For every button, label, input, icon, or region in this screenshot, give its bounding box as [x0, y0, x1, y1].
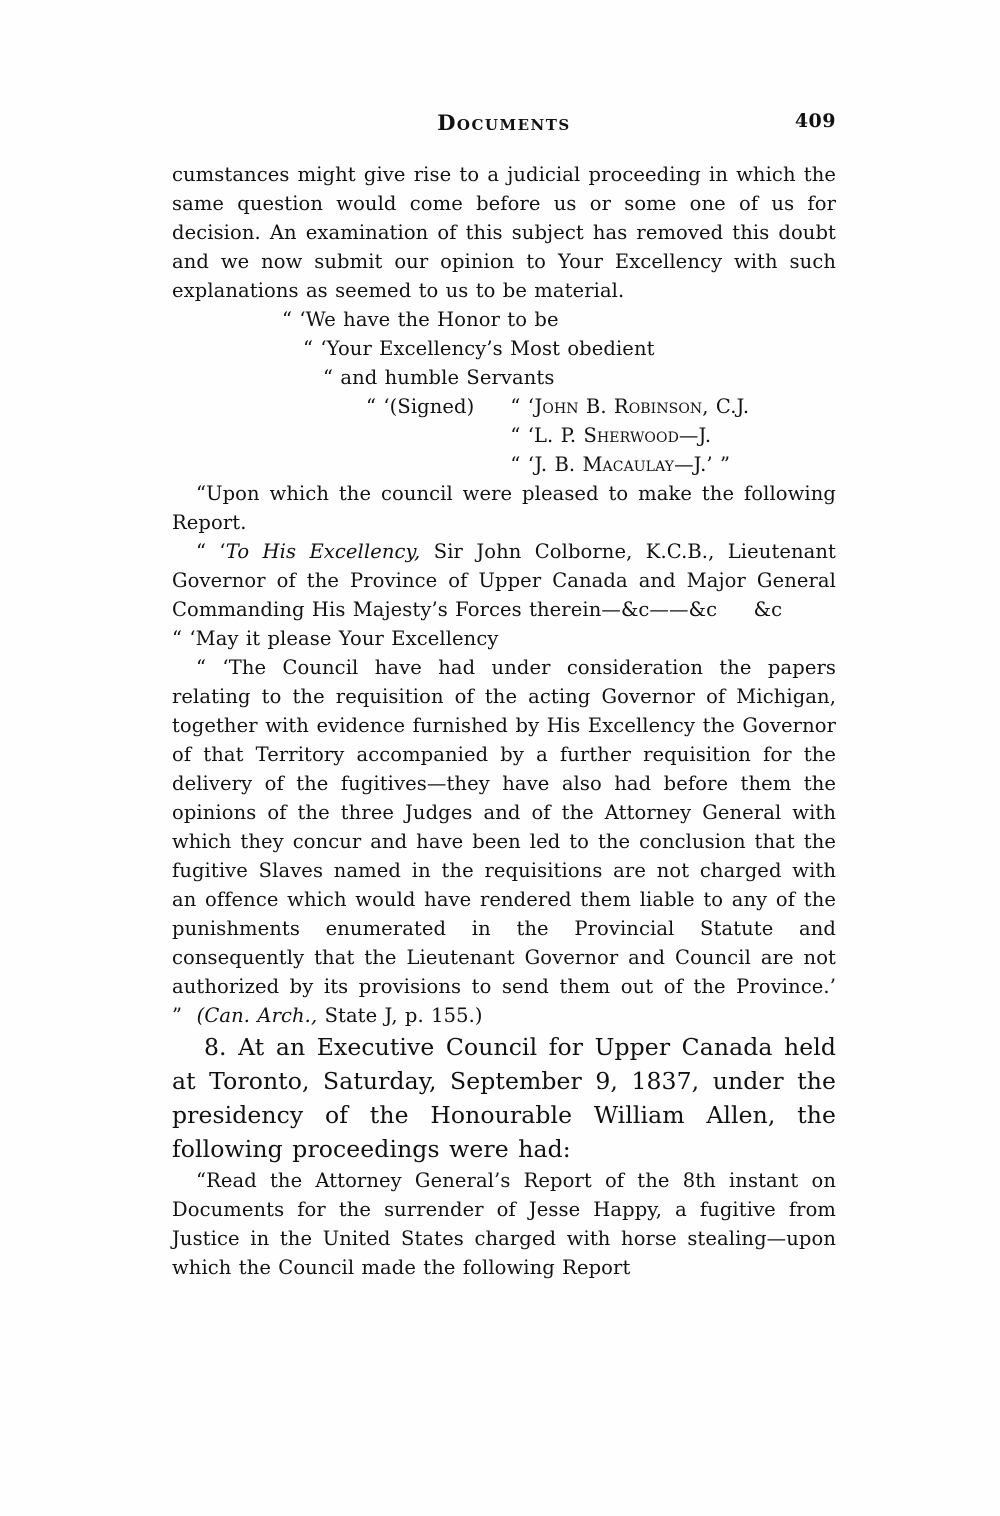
signatory-macaulay: “ ‘J. B. Macaulay—J.’ ” — [510, 453, 731, 476]
address-rest: Sir John Colborne, K.C.B., Lieutenant Governor of the Province of Upper Canada and Major General Commanding His Majesty’s Forces therein—&c——&c &c — [172, 540, 836, 621]
citation-italic: (Can. Arch., — [196, 1004, 318, 1027]
page-number: 409 — [794, 110, 836, 132]
paragraph-section-8: 8. At an Executive Council for Upper Canada held at Toronto, Saturday, September 9, 1837, under the presidency of the Honourable William Allen, the following proceedings were had: — [172, 1033, 836, 1163]
text-column — [172, 160, 836, 1282]
address-prefix: “ ‘ — [196, 540, 226, 563]
running-header-title: Documents — [437, 110, 571, 135]
paragraph-read-report: “Read the Attorney General’s Report of the 8th instant on Documents for the surrender of Jesse Happy, a fugitive from Justice in the United States charged with horse stealing—upon which the Council made the following Report — [172, 1169, 836, 1279]
signature-line-servants: “ and humble Servants — [323, 366, 555, 389]
signatory-sherwood: “ ‘L. P. Sherwood—J. — [510, 424, 712, 447]
signature-line-honor: “ ‘We have the Honor to be — [282, 308, 559, 331]
council-report-text: “ ‘The Council have had under consideration the papers relating to the requisition of the acting Governor of Michigan, together with evidence furnished by His Excellency the Governor of that Territory accompanied by a further requisition for the delivery of the fugitives—they have also had before them the opinions of the three Judges and of the Attorney General with which they concur and have been led to the conclusion that the fugitive Slaves named in the requisitions are not charged with an offence which would have rendered them liable to any of the punishments enumerated in the Provincial Statute and consequently that the Lieutenant Governor and Council are not authorized by its provisions to send them out of the Province.’ ” — [172, 656, 836, 1027]
paragraph-salutation: “ ‘May it please Your Excellency — [172, 627, 499, 650]
signatory-names — [510, 392, 749, 479]
address-italic: To His Excellency, — [225, 540, 421, 563]
paragraph-address — [172, 537, 836, 624]
paragraph-continuation: cumstances might give rise to a judicial proceeding in which the same question would come before us or some one of us for decision. An examination of this subject has removed this doubt and we now submit our opinion to Your Excellency with such explanations as seemed to us to be material. — [172, 163, 836, 302]
running-header — [172, 110, 836, 140]
paragraph-council-report — [172, 653, 836, 1030]
signed-row — [366, 392, 836, 479]
citation-rest: State J, p. 155.) — [317, 1004, 483, 1027]
paragraph-upon-which: “Upon which the council were pleased to make the following Report. — [172, 482, 836, 534]
signatory-robinson: “ ‘John B. Robinson, C.J. — [510, 395, 750, 418]
signature-block — [172, 305, 836, 479]
signed-label: “ ‘(Signed) — [366, 395, 475, 418]
signature-line-obedient: “ ‘Your Excellency’s Most obedient — [303, 337, 655, 360]
